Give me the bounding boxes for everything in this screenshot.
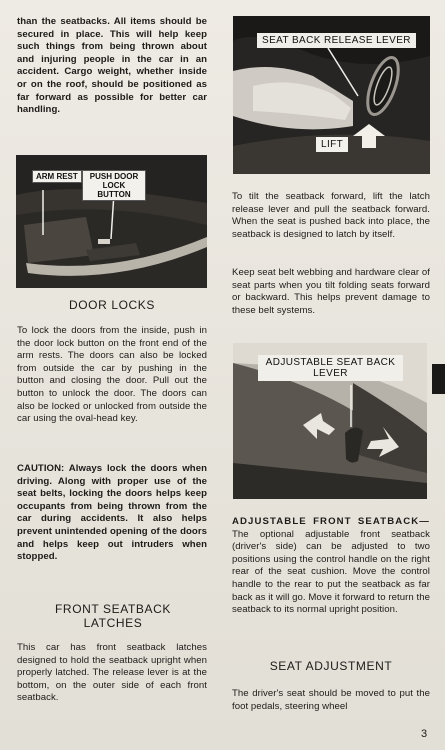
seat-back-release-lever-label: SEAT BACK RELEASE LEVER (257, 33, 416, 48)
intro-paragraph: than the seatbacks. All items should be secured in place. This will help keep such things from being thrown about and injuring people in the car in an accident. Cargo weight, whether inside or on the roof, should be positioned as far forward as possible for better car handling. (17, 16, 207, 116)
lift-label: LIFT (316, 137, 348, 152)
seatback-release-photo (233, 16, 430, 174)
arm-rest-label: ARM REST (32, 170, 82, 183)
door-locks-heading: DOOR LOCKS (68, 298, 155, 312)
adjustable-seatback-paragraph (232, 516, 430, 617)
door-locks-section (17, 298, 207, 312)
section-tab-marker (432, 364, 445, 394)
seat-adjustment-heading: SEAT ADJUSTMENT (269, 659, 393, 673)
tilt-paragraph: To tilt the seatback forward, lift the latch release lever and pull the seatback forward. When the seat is pushed back into place, the seatback is designed to latch by itself. (232, 191, 430, 240)
caution-text: Always lock the doors when driving. Along with proper use of the seat belts, locking the doors helps keep occupants from being thrown from the car during accidents. It also helps prevent unintended opening of the doors and helps keep out intruders when stopped. (17, 463, 207, 563)
page-number: 3 (421, 728, 428, 740)
webbing-paragraph: Keep seat belt webbing and hardware clear of seat parts when you tilt folding seats forward or backward. This helps prevent damage to these belt systems. (232, 267, 430, 316)
adjustable-seatback-text: The optional adjustable front seatback (driver's side) can be adjusted to two positions using the control handle on the right rear of the seat cushion. Move the control handle to the rear to put the seatback as far back as it will go. Move it forward to return the seatback to its normal upright position. (232, 528, 430, 616)
seat-adjustment-body: The driver's seat should be moved to put the foot pedals, steering wheel (232, 688, 430, 712)
push-door-lock-button-label: PUSH DOOR LOCK BUTTON (82, 170, 146, 201)
door-locks-body: To lock the doors from the inside, push in the door lock button on the front end of the arm rests. The doors can also be locked from outside the car by pushing in the button and closing the door. Pull out the button to unlock the door. The doors can also be locked or unlocked from outside the car using the oval-head key. (17, 325, 207, 425)
caution-label: CAUTION: (17, 463, 65, 474)
caution-paragraph (17, 463, 207, 564)
latches-body: This car has front seatback latches designed to hold the seatback upright when properly latched. The release lever is at the bottom, on the outer side of each front seatback. (17, 642, 207, 704)
seat-adjustment-section (232, 659, 430, 673)
adjustable-seatback-photo (233, 343, 427, 499)
latches-section (38, 602, 188, 630)
latches-heading: FRONT SEATBACK LATCHES (55, 602, 171, 630)
adjustable-seat-back-lever-label: ADJUSTABLE SEAT BACK LEVER (258, 355, 403, 381)
adjustable-seatback-heading: ADJUSTABLE FRONT SEATBACK— (232, 516, 430, 527)
door-lock-photo (16, 155, 207, 288)
